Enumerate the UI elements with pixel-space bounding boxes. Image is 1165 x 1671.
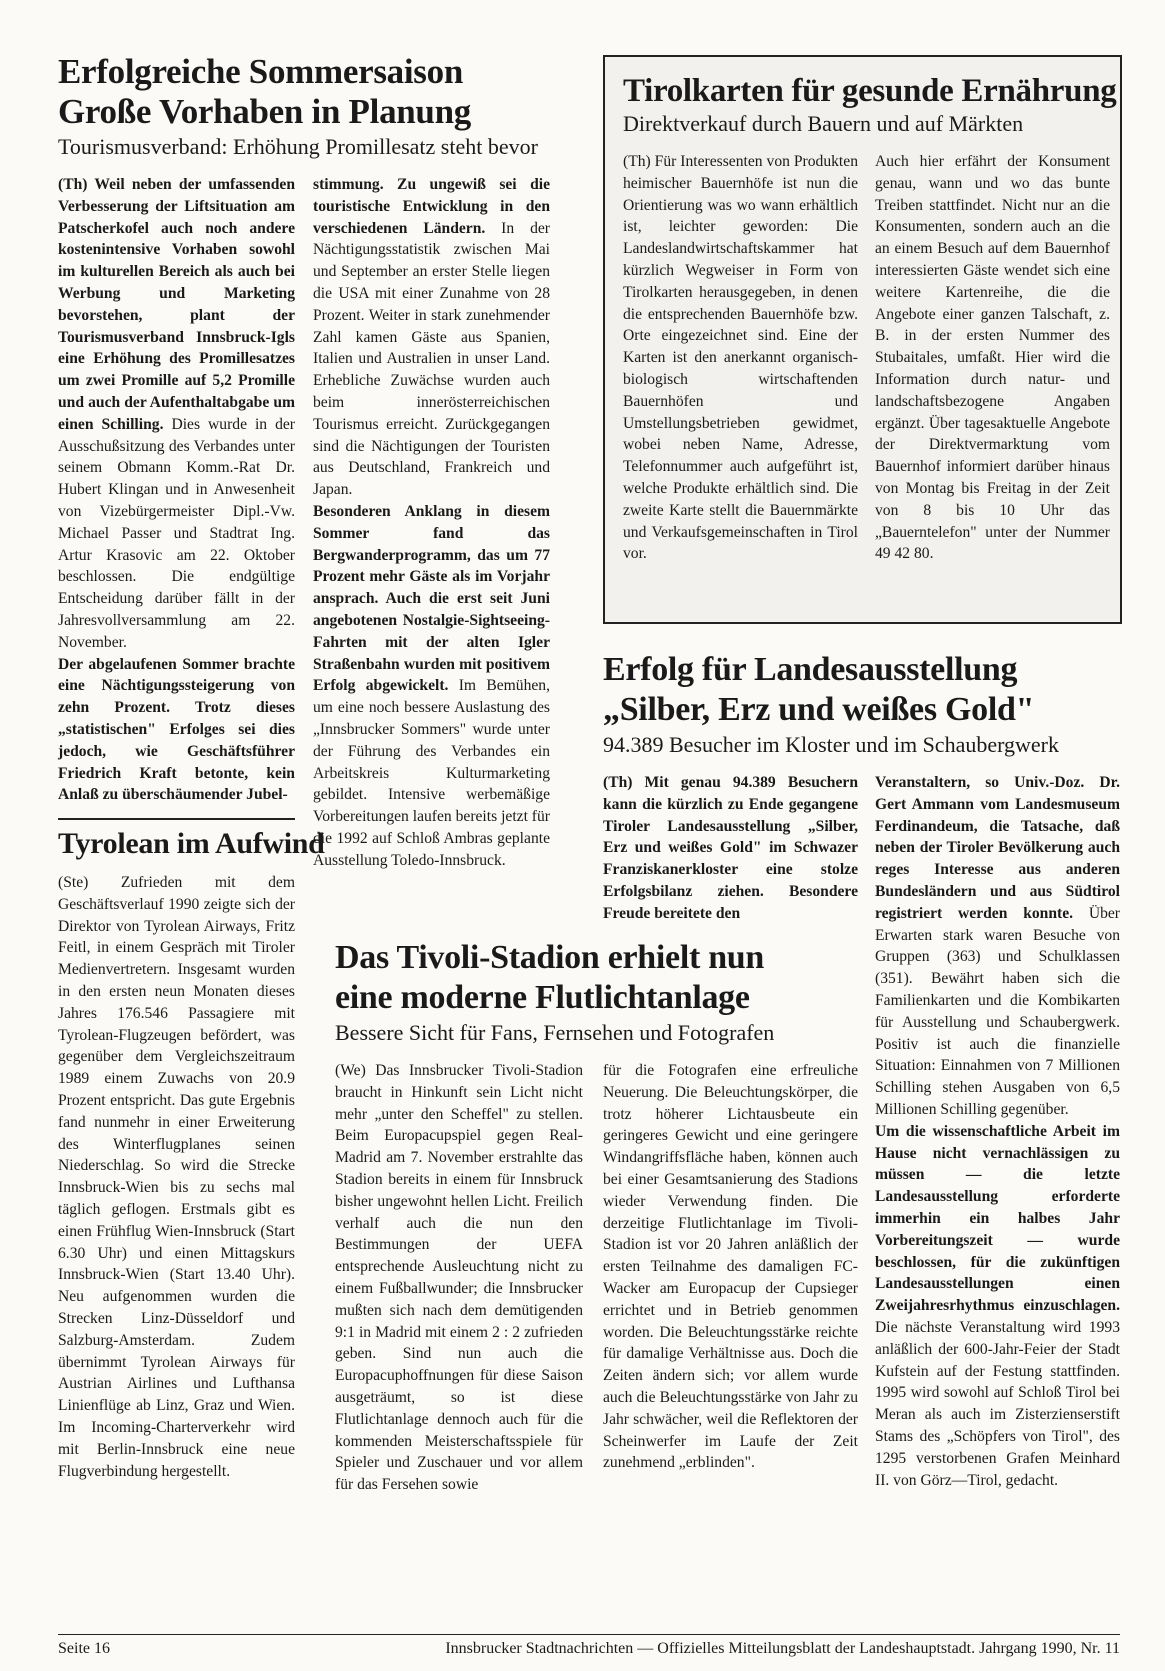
article1-lead: (Th) Weil neben der umfassenden Verbesserung der Liftsituation am Patscherkofel auch noch andere kostenintensive Vorhaben sowohl im kulturellen Bereich als auch bei Werbung und Marketing bevorstehen, plant der Tourismusverband Innsbruck-Igls eine Erhöhung des Promillesatzes um zwei Promille auf 5,2 Promille und auch der Aufenthaltabgabe um einen Schilling.	[58, 176, 295, 433]
article-landesausstellung	[603, 650, 1123, 758]
page-number: Seite 16	[58, 1640, 110, 1657]
article2-text: (Ste) Zufrieden mit dem Geschäftsverlauf 1990 zeigte sich der Direktor von Tyrolean Airways, Fritz Feitl, in einem Gespräch mit Tiroler Medienvertretern. Insgesamt wurden in den ersten neun Monaten dieses Jahres 176.546 Passagiere mit Tyrolean-Flugzeugen befördert, was gegenüber dem Vergleichszeitraum 1989 einem Zuwachs von 20.9 Prozent entspricht. Das gute Ergebnis fand nunmehr in einer Erweiterung des Winterflugplanes seinen Niederschlag. So wird die Strecke Innsbruck-Wien bis zu sechs mal täglich geflogen. Erstmals gibt es einen Frühflug Wien-Innsbruck (Start 6.30 Uhr) und einen Mittagskurs Innsbruck-Wien (Start 13.40 Uhr). Neu aufgenommen wurden die Strecken Linz-Düsseldorf und Salzburg-Amsterdam. Zudem übernimmt Tyrolean Airways für Austrian Airlines und Lufthansa Linienflüge ab Linz, Graz und Wien. Im Incoming-Charterverkehr wird mit Berlin-Innsbruck eine neue Flugverbindung hergestellt.	[58, 874, 295, 1480]
article-title-line1: Das Tivoli-Stadion erhielt nun	[335, 939, 765, 976]
article4-column2	[875, 772, 1120, 1491]
article1-col2-bold2: Besonderen Anklang in diesem Sommer fand das Bergwanderprogramm, das um 77 Prozent mehr Gäste als im Vorjahr ansprach. Auch die erst seit Juni angebotenen Nostalgie-Sightseeing-Fahrten mit der alten Igler Straßenbahn wurden mit positivem Erfolg abgewickelt.	[313, 502, 550, 695]
article-sommersaison	[58, 52, 578, 160]
footer-rule	[58, 1634, 1120, 1635]
article-title-line2: Große Vorhaben in Planung	[58, 92, 471, 131]
article3-text1: (Th) Für Interessenten von Produkten heimischer Bauernhöfe ist nun die Orientierung was wo wann erhältlich ist, leichter geworden: Die Landeslandwirtschaftskammer hat kürzlich Wegweiser in Form von Tirolkarten herausgegeben, in denen die entsprechenden Bauernhöfe bzw. Orte eingezeichnet sind. Eine der Karten ist den anerkannt organisch-biologisch wirtschaftenden Bauernhöfen und Umstellungsbetrieben gewidmet, wobei neben Name, Adresse, Telefonnummer auch aufgeführt ist, welche Produkte erhältlich sind. Die zweite Karte stellt die Bauernmärkte und Verkaufsgemeinschaften in Tirol vor.	[623, 153, 858, 563]
article4-text2: Über Erwarten stark waren Besuche von Gruppen (363) und Schulklassen (351). Bewährt haben sich die Familienkarten und die Kombikarten für Ausstellung und Schaubergwerk. Positiv ist auch die finanzielle Situation: Einnahmen von 7 Millionen Schilling stehen Ausgaben von 6,5 Millionen Schilling gegenüber.	[875, 904, 1120, 1118]
article5-column1	[335, 1060, 583, 1496]
article-subtitle: Bessere Sicht für Fans, Fernsehen und Fotografen	[335, 1020, 775, 1045]
article4-bold2: Um die wissenschaftliche Arbeit im Hause nicht vernachlässigen zu müssen — die letzte Landesausstellung erforderte immerhin ein halbes Jahr Vorbereitungszeit — wurde beschlossen, für die zukünftigen Landesausstellungen einen Zweijahresrhythmus einzuschlagen.	[875, 1122, 1120, 1315]
article-tivoli	[335, 938, 875, 1046]
article1-column2	[313, 174, 550, 872]
article4-column1	[603, 772, 858, 925]
article-tirolkarten-box	[603, 55, 1122, 624]
article3-column2	[875, 151, 1110, 565]
article5-text2: für die Fotografen eine erfreuliche Neuerung. Die Beleuchtungskörper, die trotz höherer Lichtausbeute ein geringeres Gewicht und eine geringere Windangriffsfläche haben, können auch bei einer Gesamtsanierung des Stadions wieder Verwendung finden. Die derzeitige Flutlichtanlage im Tivoli-Stadion ist vor 20 Jahren anläßlich der ersten Teilnahme des damaligen FC-Wacker am Europacup der Cupsieger errichtet und in Betrieb genommen worden. Die Beleuchtungsstärke reichte für damalige Verhältnisse aus. Doch die Zeiten ändern sich; vor allem wurde auch die Beleuchtungsstärke von Jahr zu Jahr schwächer, weil die Reflektoren der Scheinwerfer im Laufe der Zeit zunehmend „erblinden".	[603, 1062, 858, 1472]
article-title-line2: „Silber, Erz und weißes Gold"	[603, 691, 1035, 728]
article-tyrolean	[58, 826, 325, 862]
article-subtitle: Direktverkauf durch Bauern und auf Märkten	[623, 111, 1024, 136]
article4-bold1: Veranstaltern, so Univ.-Doz. Dr. Gert Ammann vom Landesmuseum Ferdinandeum, die Tatsache, daß neben der Tiroler Bevölkerung auch reges Interesse aus anderen Bundesländern und aus Südtirol registriert werden konnte.	[875, 774, 1120, 922]
article-subtitle: Tourismusverband: Erhöhung Promillesatz steht bevor	[58, 134, 538, 159]
article1-column1	[58, 174, 295, 806]
divider	[58, 818, 295, 820]
article-title-line1: Erfolgreiche Sommersaison	[58, 52, 463, 91]
article1-bold2: Der abgelaufenen Sommer brachte eine Nächtigungssteigerung von zehn Prozent. Trotz dieses „statistischen" Erfolges sei dies jedoch, wie Geschäftsführer Friedrich Kraft betonte, kein Anlaß zu überschäumender Jubel-	[58, 655, 295, 804]
article2-column	[58, 872, 295, 1482]
article-title: Tirolkarten für gesunde Ernährung	[623, 73, 1117, 109]
article-title-line2: eine moderne Flutlichtanlage	[335, 979, 750, 1016]
article4-text1: (Th) Mit genau 94.389 Besuchern kann die kürzlich zu Ende gegangene Tiroler Landesausstellung „Silber, Erz und weißes Gold" im Schwazer Franziskanerkloster eine stolze Erfolgsbilanz ziehen. Besondere Freude bereitete den	[603, 774, 858, 922]
article1-text: Dies wurde in der Ausschußsitzung des Verbandes unter seinem Obmann Komm.-Rat Dr. Hubert Klingan und in Anwesenheit von Vizebürgermeister Dipl.-Vw. Michael Passer und Stadtrat Ing. Artur Krasovic am 22. Oktober beschlossen. Die endgültige Entscheidung darüber fällt in der Jahresvollversammlung am 22. November.	[58, 415, 295, 651]
article3-text2: Auch hier erfährt der Konsument genau, wann und wo das bunte Treiben stattfindet. Nicht nur an die Konsumenten, sondern auch an die an einem Besuch auf dem Bauernhof interessierten Gäste wendet sich eine weitere Kartenreihe, die die Angebote einer ganzen Talschaft, z. B. in der ersten Nummer des Stubaitales, umfaßt. Hier wird die Information durch natur- und landschaftsbezogene Angaben ergänzt. Über tagesaktuelle Angebote der Direktvermarktung vom Bauernhof informiert darüber hinaus von Montag bis Freitag in der Zeit von 8 bis 10 Uhr das „Bauerntelefon" unter der Nummer 49 42 80.	[875, 153, 1110, 563]
publication-info: Innsbrucker Stadtnachrichten — Offizielles Mitteilungsblatt der Landeshauptstadt. Jahrgang 1990, Nr. 11	[445, 1640, 1120, 1657]
article4-text3: Die nächste Veranstaltung wird 1993 anläßlich der 600-Jahr-Feier der Stadt Kufstein auf der Festung stattfinden. 1995 wird sowohl auf Schloß Tirol bei Meran als auch im Zisterzienserstift Stams des „Schöpfers von Tirol", des 1295 verstorbenen Grafen Meinhard II. von Görz—Tirol, gedacht.	[875, 1318, 1120, 1489]
article-title-line1: Erfolg für Landesausstellung	[603, 651, 1018, 688]
article5-text1: (We) Das Innsbrucker Tivoli-Stadion braucht in Hinkunft sein Licht nicht mehr „unter den Scheffel" zu stellen. Beim Europacupspiel gegen Real-Madrid am 7. November erstrahlte das Stadion bereits in einem für Innsbruck bisher ungewohnt hellen Licht. Freilich verhalf auch die nun den Bestimmungen der UEFA entsprechende Ausleuchtung nicht zu einem Fußballwunder; die Innsbrucker mußten sich nach dem demütigenden 9:1 in Madrid mit einem 2 : 2 zufrieden geben. Sind nun auch die Europacuphoffnungen für diese Saison ausgeträumt, so ist diese Flutlichtanlage dennoch auch für die kommenden Meisterschaftsspiele für Spieler und Zuschauer und vor allem für das Fersehen sowie	[335, 1062, 583, 1494]
article1-col2-bold: stimmung. Zu ungewiß sei die touristische Entwicklung in den verschiedenen Ländern.	[313, 176, 550, 237]
article1-col2-text2: Im Bemühen, um eine noch bessere Auslastung des „Innsbrucker Sommers" wurde unter der Führung des Verbandes ein Arbeitskreis Kulturmarketing gebildet. Intensive werbemäßige Vorbereitungen laufen bereits jetzt für die 1992 auf Schloß Ambras geplante Ausstellung Toledo-Innsbruck.	[313, 677, 551, 869]
article3-column1	[623, 151, 858, 565]
article5-column2	[603, 1060, 858, 1474]
article-title: Tyrolean im Aufwind	[58, 827, 325, 860]
article-subtitle: 94.389 Besucher im Kloster und im Schaubergwerk	[603, 732, 1060, 757]
article1-col2-text: In der Nächtigungsstatistik zwischen Mai und September an erster Stelle liegen die USA mit einer Zunahme von 28 Prozent. Weiter in stark zunehmender Zahl kamen Gäste aus Spanien, Italien und Australien in unser Land. Erhebliche Zuwächse wurden auch beim innerösterreichischen Tourismus erreicht. Zurückgegangen sind die Nächtigungen der Touristen aus Deutschland, Frankreich und Japan.	[313, 219, 550, 499]
